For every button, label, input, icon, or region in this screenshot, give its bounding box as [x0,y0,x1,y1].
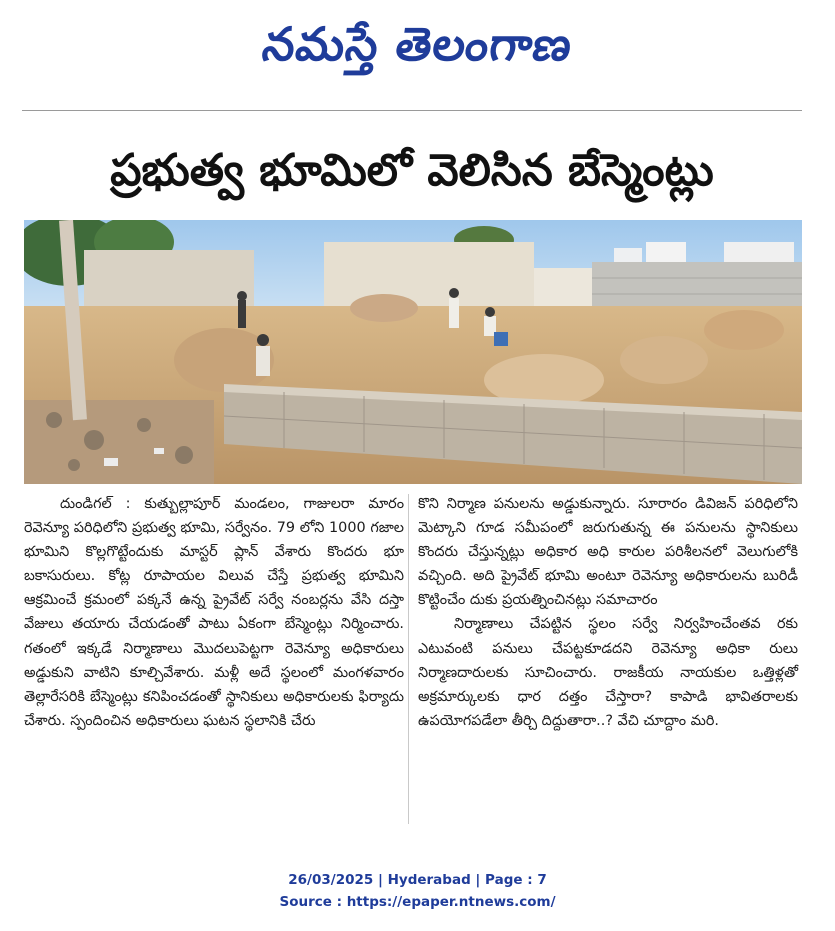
article-photo [24,220,802,484]
footer-source-link[interactable]: Source : https://epaper.ntnews.com/ [279,894,556,910]
article-paragraph: దుండిగల్ : కుత్బుల్లాపూర్ మండలం, గాజులరా మారం రెవెన్యూ పరిధిలోని ప్రభుత్వ భూమి, సర్వేనం. 79 లోని 1000 గజాల భూమిని కొల్లగొట్టేందుకు మాస్టర్ ప్లాన్ వేశారు కొందరు భూ బకాసురులు. కోట్ల రూపాయల విలువ చేస్తే ప్రభుత్వ భూమిని ఆక్రమించే క్రమంలో పక్కనే ఉన్న ప్రైవేట్ సర్వే నంబర్లను వేసి దస్తా వేజులు తయారు చేయడంతో పాటు ఏకంగా బేస్మెంట్లు నిర్మించారు. గతంలో ఇక్కడే నిర్మాణాలు మొదలుపెట్టగా రెవెన్యూ అధికారులు అడ్డుకుని వాటిని కూల్చివేశారు. మళ్లీ అదే స్థలంలో మంగళవారం తెల్లారేసరికి బేస్మెంట్లు కనిపించడంతో స్థానికులు అధికారులకు ఫిర్యాదు చేశారు. స్పందించిన అధికారులు ఘటన స్థలానికి చేరు [24,496,404,729]
article-column-left [24,492,404,733]
masthead [0,10,835,78]
construction-site-photo-icon [24,220,802,484]
article-paragraph: కొని నిర్మాణ పనులను అడ్డుకున్నారు. సూరారం డివిజన్ పరిధిలోని మెట్కాని గూడ సమీపంలో జరుగుతున్న ఈ పనులను స్థానికులు కొందరు చేస్తున్నట్లు అధికార అధి కారుల పరిశీలనలో వెలుగులోకి వచ్చింది. అది ప్రైవేట్ భూమి అంటూ రెవెన్యూ అధికారులను బురిడీ కొట్టించేం దుకు ప్రయత్నించినట్లు సమాచారం [418,496,798,609]
article-headline: ప్రభుత్వ భూమిలో వెలిసిన బేస్మెంట్లు [110,145,714,196]
column-divider [408,494,409,824]
footer-date-edition: 26/03/2025 | Hyderabad | Page : 7 [288,872,547,888]
header-divider [22,110,802,111]
newspaper-logo: నమస్తే తెలంగాణ [259,17,576,71]
article-column-right [418,492,798,733]
article-paragraph: నిర్మాణాలు చేపట్టిన స్థలం సర్వే నిర్వహించేంతవ రకు ఎటువంటి పనులు చేపట్టకూడదని రెవెన్యూ అధికా రులు నిర్మాణదారులకు సూచించారు. రాజకీయ నాయకుల ఒత్తిళ్లతో అక్రమార్కులకు ధార దత్తం చేస్తారా? కాపాడి భావితరాలకు ఉపయోగపడేలా తీర్చి దిద్దుతారా..? వేచి చూద్దాం మరి. [418,616,798,729]
